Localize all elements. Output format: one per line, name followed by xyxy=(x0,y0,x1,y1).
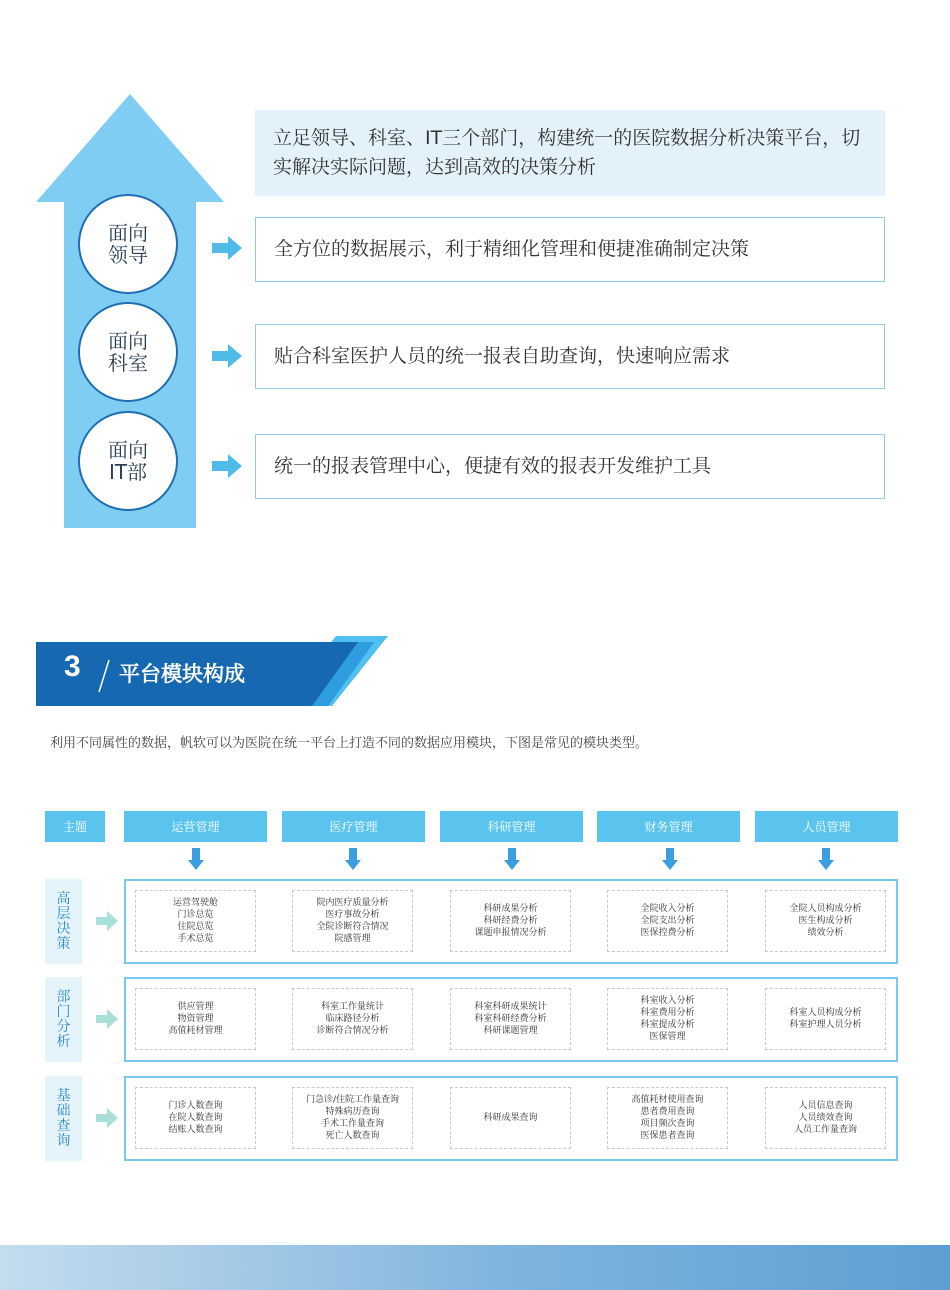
module-item: 科室费用分析 xyxy=(640,1008,695,1018)
row-label-char: 础 xyxy=(56,1102,71,1119)
audience-badge-it xyxy=(78,411,178,511)
module-cell xyxy=(135,988,256,1050)
column-header-label: 人员管理 xyxy=(802,820,851,834)
row-label-executive xyxy=(45,879,82,964)
module-item: 科研成果分析 xyxy=(483,904,538,914)
theme-header xyxy=(45,811,105,842)
module-item: 手术工作量查询 xyxy=(320,1119,384,1129)
column-header-label: 财务管理 xyxy=(644,820,693,834)
module-item: 人员信息查询 xyxy=(798,1101,853,1111)
module-item: 高值耗材使用查询 xyxy=(631,1095,704,1105)
row-arrow-icon xyxy=(96,911,118,931)
module-cell xyxy=(607,890,728,952)
audience-badge-line2: 科室 xyxy=(108,351,148,375)
module-cell xyxy=(607,988,728,1050)
module-cell xyxy=(450,890,571,952)
audience-desc-text: 全方位的数据展示，利于精细化管理和便捷准确制定决策 xyxy=(274,238,750,260)
module-item: 门急诊/住院工作量查询 xyxy=(305,1095,400,1105)
row-label-char: 层 xyxy=(56,905,71,922)
module-item: 全院人员构成分析 xyxy=(789,904,862,914)
row-arrow-icon xyxy=(96,1009,118,1029)
footer-gradient-bar xyxy=(0,1245,950,1290)
module-cell xyxy=(765,890,886,952)
audience-badge-line2: 领导 xyxy=(108,243,148,267)
module-item: 物资管理 xyxy=(177,1014,214,1024)
row-label-char: 析 xyxy=(56,1033,71,1050)
module-item: 门诊人数查询 xyxy=(168,1101,223,1111)
module-item: 科室提成分析 xyxy=(640,1020,695,1030)
module-item: 科室收入分析 xyxy=(640,996,695,1006)
audience-summary-box xyxy=(255,110,885,196)
module-item: 全院诊断符合情况 xyxy=(316,922,389,932)
module-cell xyxy=(607,1087,728,1149)
column-header-research xyxy=(440,811,583,842)
row-label-char: 询 xyxy=(56,1132,71,1149)
module-item: 科研成果查询 xyxy=(483,1113,538,1123)
module-item: 项目频次查询 xyxy=(640,1119,695,1129)
module-item: 科室科研成果统计 xyxy=(474,1002,547,1012)
module-item: 科研经费分析 xyxy=(483,916,538,926)
row-label-char: 决 xyxy=(56,920,71,937)
module-item: 科室工作量统计 xyxy=(320,1002,384,1012)
row-label-char: 策 xyxy=(56,935,71,952)
module-item: 患者费用查询 xyxy=(640,1107,695,1117)
module-item: 临床路径分析 xyxy=(325,1014,380,1024)
module-item: 人员绩效查询 xyxy=(798,1113,853,1123)
audience-desc-box xyxy=(255,434,885,499)
audience-desc-text: 贴合科室医护人员的统一报表自助查询，快速响应需求 xyxy=(274,345,731,367)
module-item: 医疗事故分析 xyxy=(325,910,380,920)
module-item: 在院人数查询 xyxy=(168,1113,223,1123)
audience-desc-box xyxy=(255,324,885,389)
module-item: 特殊病历查询 xyxy=(325,1107,380,1117)
module-item: 结账人数查询 xyxy=(168,1125,223,1135)
column-header-operations xyxy=(124,811,267,842)
module-item: 诊断符合情况分析 xyxy=(316,1026,389,1036)
module-cell xyxy=(450,988,571,1050)
module-cell xyxy=(135,890,256,952)
down-arrow-icon xyxy=(345,848,361,870)
row-label-char: 高 xyxy=(56,890,71,907)
audience-badge-line1: 面向 xyxy=(108,329,148,353)
module-item: 医保控费分析 xyxy=(640,928,695,938)
down-arrow-icon xyxy=(188,848,204,870)
audience-desc-box xyxy=(255,217,885,282)
column-header-label: 科研管理 xyxy=(487,820,536,834)
right-arrow-icon xyxy=(212,236,242,260)
module-cell xyxy=(765,1087,886,1149)
module-item: 科室人员构成分析 xyxy=(789,1008,862,1018)
module-item: 科室护理人员分析 xyxy=(789,1020,862,1030)
section-intro: 利用不同属性的数据，帆软可以为医院在统一平台上打造不同的数据应用模块，下图是常见的模块类型。 xyxy=(50,736,649,751)
module-item: 手术总览 xyxy=(177,934,214,944)
module-item: 医保患者查询 xyxy=(640,1131,695,1141)
section-number: 3 xyxy=(64,650,81,683)
module-item: 医保管理 xyxy=(649,1032,686,1042)
row-label-char: 部 xyxy=(56,988,71,1005)
column-header-medical xyxy=(282,811,425,842)
module-item: 全院支出分析 xyxy=(640,916,695,926)
module-item: 课题申报情况分析 xyxy=(474,928,547,938)
audience-badge-line1: 面向 xyxy=(108,438,148,462)
audience-summary-text: 立足领导、科室、IT三个部门，构建统一的医院数据分析决策平台，切实解决实际问题，达到高效的决策分析 xyxy=(273,127,861,178)
module-item: 门诊总览 xyxy=(177,910,214,920)
audience-badge-leaders xyxy=(78,194,178,294)
module-item: 运营驾驶舱 xyxy=(172,898,218,908)
row-label-char: 查 xyxy=(56,1117,71,1134)
audience-desc-text: 统一的报表管理中心，便捷有效的报表开发维护工具 xyxy=(274,455,712,477)
module-item: 科室科研经费分析 xyxy=(474,1014,547,1024)
module-item: 院内医疗质量分析 xyxy=(316,898,389,908)
row-label-char: 基 xyxy=(56,1087,71,1104)
section-title: 平台模块构成 xyxy=(119,662,245,686)
column-header-label: 医疗管理 xyxy=(329,820,378,834)
audience-badge-line1: 面向 xyxy=(108,221,148,245)
down-arrow-icon xyxy=(662,848,678,870)
audience-badge-departments xyxy=(78,302,178,402)
module-item: 医生构成分析 xyxy=(798,916,853,926)
row-arrow-icon xyxy=(96,1108,118,1128)
module-item: 院感管理 xyxy=(334,934,371,944)
module-cell xyxy=(135,1087,256,1149)
module-cell xyxy=(292,1087,413,1149)
module-cell xyxy=(292,890,413,952)
module-item: 死亡人数查询 xyxy=(325,1131,380,1141)
row-label-department xyxy=(45,977,82,1062)
column-header-finance xyxy=(597,811,740,842)
column-header-personnel xyxy=(755,811,898,842)
module-cell xyxy=(450,1087,571,1149)
audience-badge-line2: IT部 xyxy=(108,460,148,484)
row-label-basic-query xyxy=(45,1076,82,1161)
module-item: 人员工作量查询 xyxy=(793,1125,857,1135)
module-item: 住院总览 xyxy=(177,922,214,932)
row-label-char: 分 xyxy=(56,1018,71,1035)
module-item: 高值耗材管理 xyxy=(168,1026,223,1036)
down-arrow-icon xyxy=(818,848,834,870)
column-header-label: 运营管理 xyxy=(171,820,220,834)
module-item: 供应管理 xyxy=(177,1002,214,1012)
module-item: 全院收入分析 xyxy=(640,904,695,914)
right-arrow-icon xyxy=(212,344,242,368)
theme-header-label: 主题 xyxy=(62,820,87,834)
module-item: 绩效分析 xyxy=(807,928,844,938)
row-label-char: 门 xyxy=(56,1003,71,1020)
right-arrow-icon xyxy=(212,454,242,478)
module-cell xyxy=(765,988,886,1050)
module-item: 科研课题管理 xyxy=(483,1026,538,1036)
down-arrow-icon xyxy=(504,848,520,870)
module-cell xyxy=(292,988,413,1050)
